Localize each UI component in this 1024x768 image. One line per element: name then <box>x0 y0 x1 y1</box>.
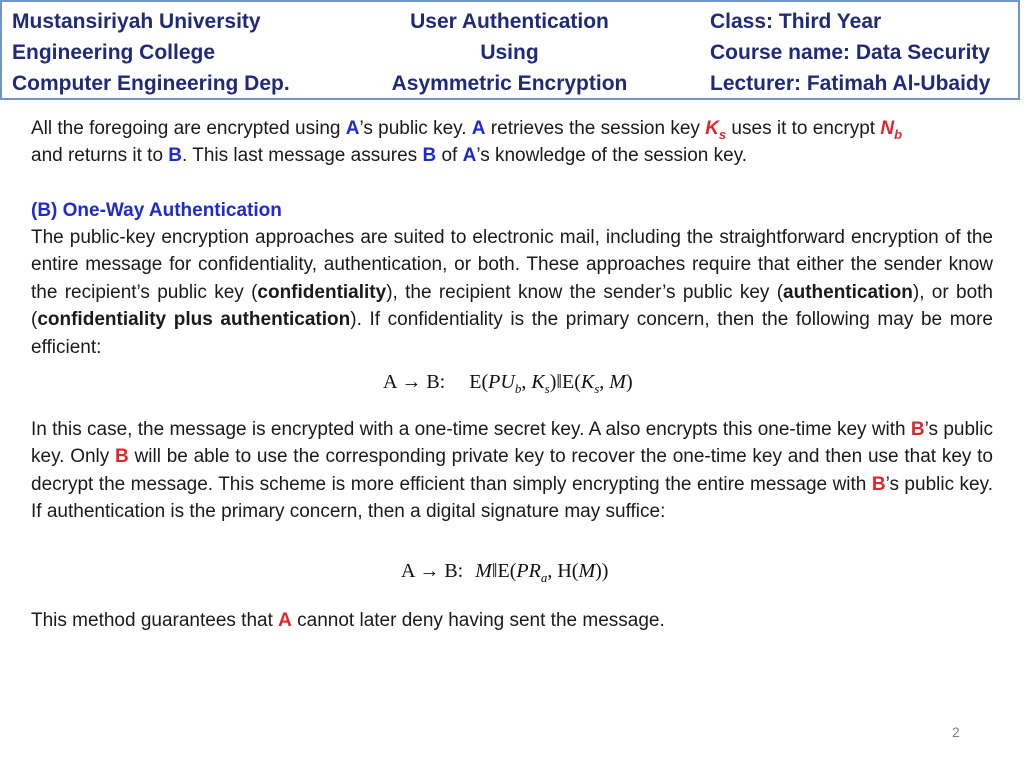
header-title-column <box>382 6 637 99</box>
slide-header <box>0 0 1020 100</box>
header-right-column <box>710 6 990 99</box>
class-info: Class: Third Year <box>710 10 882 33</box>
university-name: Mustansiriyah University <box>12 10 261 33</box>
title-line-1: User Authentication <box>410 10 609 33</box>
section-heading: (B) One-Way Authentication <box>31 200 282 221</box>
title-line-2: Using <box>480 41 539 64</box>
conclusion-paragraph: This method guarantees that A cannot later deny having sent the message. <box>31 610 665 631</box>
course-name: Course name: Data Security <box>710 41 991 64</box>
department-name: Computer Engineering Dep. <box>12 72 290 95</box>
one-way-paragraph: The public-key encryption approaches are suited to electronic mail, including the straightforward encryption of the entire message for confidentiality, authentication, or both. These approaches require that either the sender know the recipient’s public key (confidentiality), the recipient know the sender’s public key (authentication), or both (confidentiality plus authentication). If confidentiality is the primary concern, then the following may be more efficient: <box>31 227 993 358</box>
college-name: Engineering College <box>12 41 216 64</box>
title-line-3: Asymmetric Encryption <box>391 72 628 95</box>
intro-paragraph: All the foregoing are encrypted using A’s public key. A retrieves the session key $K_s$ uses it to encrypt $N_b$ and returns it to B. This last message assures B of A’s knowledge of the session key. <box>31 118 903 167</box>
one-time-key-paragraph: In this case, the message is encrypted with a one-time secret key. A also encrypts this one-time key with B’s public key. Only B will be able to use the corresponding private key to recover the one-time key and then use that key to decrypt the message. This scheme is more efficient than simply encrypting the entire message with B’s public key. If authentication is the primary concern, then a digital signature may suffice: <box>31 419 994 523</box>
page-number: 2 <box>952 724 960 740</box>
equation-confidentiality: A → B: $E(PU_b$, $K_s)‖E(K_s$, M) <box>383 371 633 396</box>
lecturer-name: Lecturer: Fatimah Al-Ubaidy <box>710 72 991 95</box>
equation-signature: A → B: $M‖E(PR_a$, H(M)) <box>401 560 609 585</box>
header-left-column <box>12 6 290 99</box>
